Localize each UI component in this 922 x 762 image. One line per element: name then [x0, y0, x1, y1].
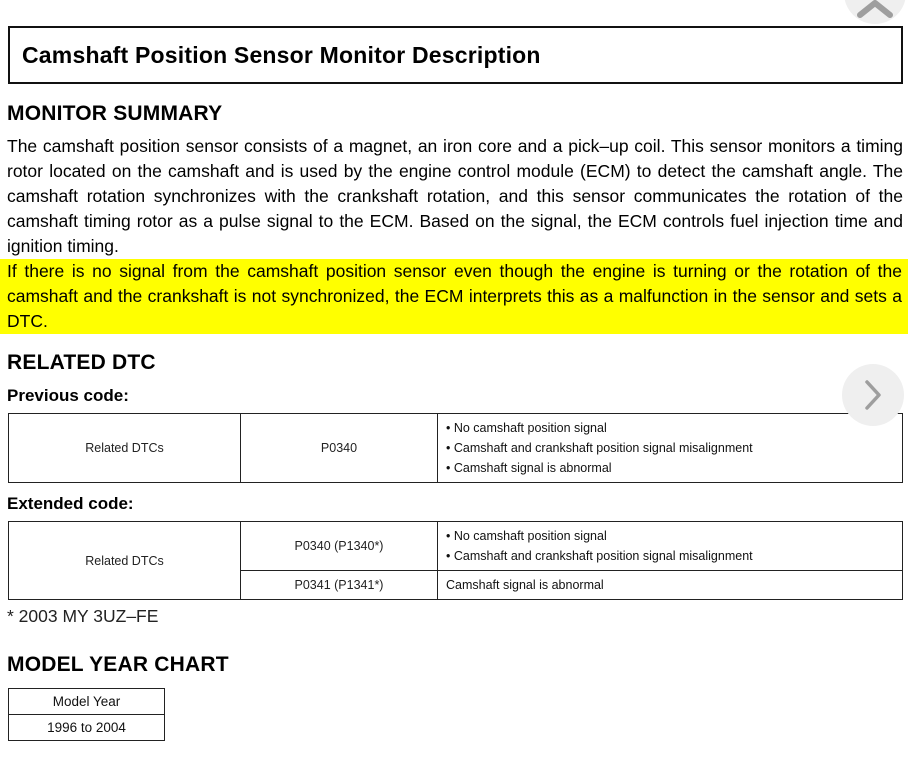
heading-related-dtc: RELATED DTC [7, 351, 156, 374]
page-title-box [8, 26, 903, 84]
dtc-code-cell: P0340 (P1340*) [241, 522, 438, 571]
dtc-symptoms-cell [438, 414, 903, 483]
symptom-item: Camshaft signal is abnormal [446, 578, 604, 592]
monitor-summary-paragraph: The camshaft position sensor consists of a magnet, an iron core and a pick–up coil. This sensor monitors a timing rotor located on the camshaft and is used by the engine control module (ECM) to detect the camshaft angle. The camshaft rotation synchronizes with the crankshaft rotation, and this sensor communicates the rotation of the camshaft timing rotor as a pulse signal to the ECM. Based on the signal, the ECM controls fuel injection time and ignition timing. [7, 136, 903, 256]
scroll-up-button[interactable] [844, 0, 906, 24]
symptom-item: • No camshaft position signal [446, 418, 896, 438]
related-dtcs-label-cell: Related DTCs [9, 414, 241, 483]
next-page-button[interactable] [842, 364, 904, 426]
symptom-item: • No camshaft position signal [446, 526, 896, 546]
dtc-symptoms-cell [438, 571, 903, 600]
label-previous-code: Previous code: [7, 386, 129, 405]
table-row [9, 715, 165, 741]
page-title: Camshaft Position Sensor Monitor Description [22, 41, 541, 68]
table-row [9, 414, 903, 483]
heading-model-year-chart: MODEL YEAR CHART [7, 653, 229, 676]
model-year-table [8, 688, 165, 741]
highlighted-note: If there is no signal from the camshaft position sensor even though the engine is turning or the rotation of the camshaft and the crankshaft is not synchronized, the ECM interprets this as a malfunction in the sensor and sets a DTC. [0, 259, 908, 334]
dtc-code-cell: P0341 (P1341*) [241, 571, 438, 600]
heading-monitor-summary: MONITOR SUMMARY [7, 102, 223, 125]
model-year-header-cell: Model Year [9, 689, 165, 715]
dtc-symptoms-cell [438, 522, 903, 571]
symptom-item: • Camshaft and crankshaft position signal misalignment [446, 438, 896, 458]
engine-footnote: * 2003 MY 3UZ–FE [7, 606, 159, 626]
previous-code-table [8, 413, 903, 483]
table-row [9, 522, 903, 571]
document-content [0, 102, 922, 741]
chevron-up-icon [856, 0, 894, 19]
extended-code-table [8, 521, 903, 600]
related-dtcs-label-cell: Related DTCs [9, 522, 241, 600]
label-extended-code: Extended code: [7, 494, 134, 513]
symptom-item: • Camshaft and crankshaft position signal misalignment [446, 546, 896, 566]
dtc-code-cell: P0340 [241, 414, 438, 483]
table-row [9, 689, 165, 715]
chevron-right-icon [862, 378, 884, 412]
model-year-value-cell: 1996 to 2004 [9, 715, 165, 741]
symptom-item: • Camshaft signal is abnormal [446, 458, 896, 478]
